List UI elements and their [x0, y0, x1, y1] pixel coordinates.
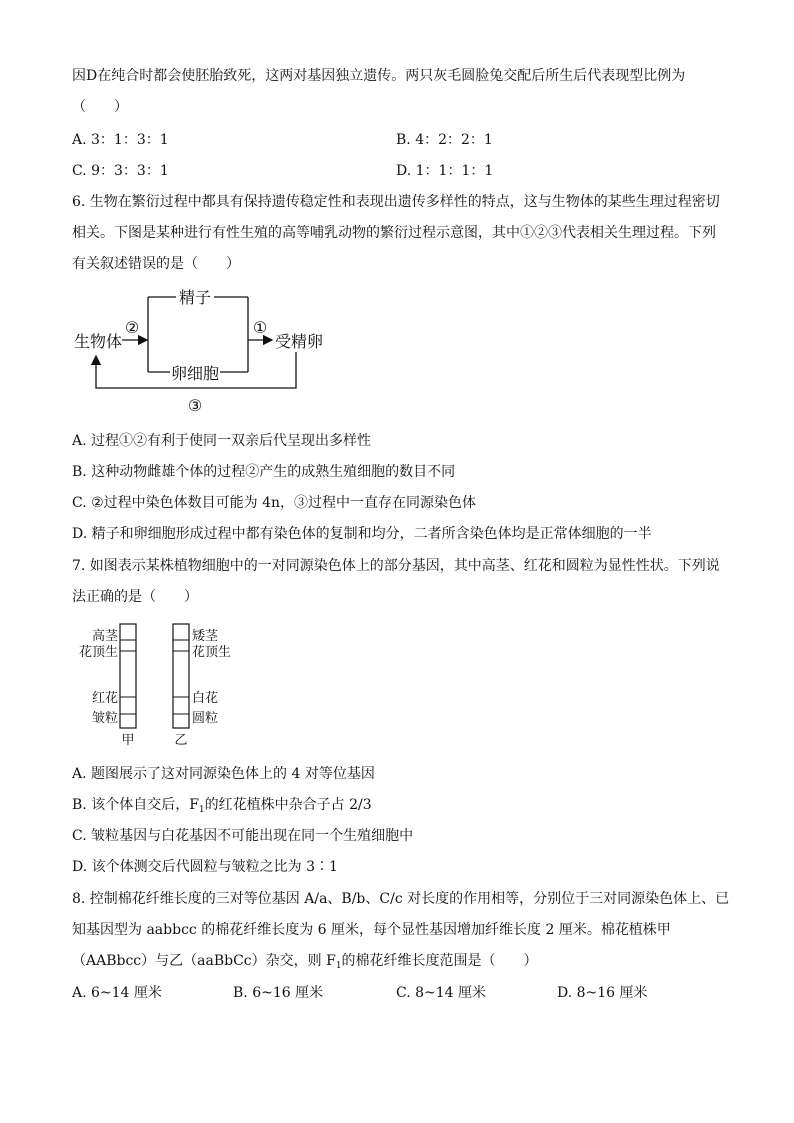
q7-option-b-pre: B. 该个体自交后，F — [72, 797, 199, 813]
q7-option-b[interactable] — [72, 795, 372, 815]
q6-stem-line-2: 相关。下图是某种进行有性生殖的高等哺乳动物的繁衍过程示意图，其中①②③代表相关生理过程。下列 — [72, 225, 716, 241]
q5-answer-bracket: （ ） — [72, 99, 128, 115]
q6-option-b[interactable]: B. 这种动物雌雄个体的过程②产生的成熟生殖细胞的数目不同 — [72, 464, 456, 480]
step-2-label: ② — [124, 318, 140, 337]
step-3-label: ③ — [187, 396, 203, 415]
q7-option-b-post: 的红花植株中杂合子占 2/3 — [204, 797, 372, 813]
gene-label-red-flower: 红花 — [91, 691, 118, 706]
step-1-label: ① — [252, 318, 268, 337]
q5-option-a[interactable]: A. 3：1：3：1 — [72, 132, 169, 148]
q5-stem-tail: 因D在纯合时都会使胚胎致死，这两对基因独立遗传。两只灰毛圆脸兔交配后所生后代表现型比例为 — [72, 68, 686, 84]
chromosome-jia-label: 甲 — [121, 733, 135, 748]
q6-stem-line-3: 有关叙述错误的是（ ） — [72, 256, 240, 272]
q8-option-b[interactable]: B. 6~16 厘米 — [233, 985, 324, 1001]
q8-option-d[interactable]: D. 8~16 厘米 — [557, 985, 648, 1001]
reproduction-cycle-diagram — [66, 286, 336, 418]
zygote-label: 受精卵 — [275, 332, 324, 351]
q7-stem-line-2: 法正确的是（ ） — [72, 589, 198, 605]
gene-label-white-flower: 白花 — [192, 691, 219, 706]
sperm-label: 精子 — [178, 288, 212, 307]
egg-label: 卵细胞 — [170, 364, 220, 383]
q7-stem-line-1: 7. 如图表示某株植物细胞中的一对同源染色体上的部分基因，其中高茎、红花和圆粒为显性性状。下列说 — [72, 558, 720, 574]
q7-option-d[interactable]: D. 该个体测交后代圆粒与皱粒之比为 3∶1 — [72, 859, 338, 875]
q6-option-a[interactable]: A. 过程①②有利于使同一双亲后代呈现出多样性 — [72, 433, 372, 449]
q5-option-d[interactable]: D. 1：1：1：1 — [396, 163, 494, 179]
q7-option-a[interactable]: A. 题图展示了这对同源染色体上的 4 对等位基因 — [72, 766, 375, 782]
q6-option-d[interactable]: D. 精子和卵细胞形成过程中都有染色体的复制和均分，二者所含染色体均是正常体细胞的一半 — [72, 526, 652, 542]
q6-option-c[interactable]: C. ②过程中染色体数目可能为 4n，③过程中一直存在同源染色体 — [72, 495, 477, 511]
q8-stem-line-3-post: 的棉花纤维长度范围是（ ） — [341, 953, 538, 969]
chromosome-pair-diagram — [70, 620, 250, 748]
organism-label: 生物体 — [74, 332, 123, 351]
q8-stem-line-2: 知基因型为 aabbcc 的棉花纤维长度为 6 厘米，每个显性基因增加纤维长度 2 厘米。棉花植株甲 — [72, 922, 671, 938]
gene-label-dwarf-stem: 矮茎 — [192, 629, 219, 644]
chromosome-yi-label: 乙 — [174, 733, 188, 748]
q8-option-c[interactable]: C. 8~14 厘米 — [396, 985, 487, 1001]
q7-option-b-sub: 1 — [198, 805, 205, 815]
q5-option-c[interactable]: C. 9：3：3：1 — [72, 163, 169, 179]
q8-stem-line-1: 8. 控制棉花纤维长度的三对等位基因 A/a、B/b、C/c 对长度的作用相等，分别位于三对同源染色体上、已 — [72, 891, 730, 907]
gene-label-terminal-flower-right: 花顶生 — [192, 645, 232, 660]
gene-label-tall-stem: 高茎 — [91, 629, 118, 644]
q8-stem-line-3-pre: （AABbcc）与乙（aaBbCc）杂交，则 F — [72, 953, 336, 969]
gene-label-terminal-flower-left: 花顶生 — [78, 645, 118, 660]
q5-option-b[interactable]: B. 4：2：2：1 — [396, 132, 493, 148]
gene-label-round-seed: 圆粒 — [192, 711, 219, 726]
gene-label-wrinkled-seed: 皱粒 — [91, 711, 118, 726]
q8-stem-line-3 — [72, 951, 732, 971]
q8-stem-line-3-sub: 1 — [335, 961, 342, 971]
q7-option-c[interactable]: C. 皱粒基因与白花基因不可能出现在同一个生殖细胞中 — [72, 828, 414, 844]
q6-stem-line-1: 6. 生物在繁衍过程中都具有保持遗传稳定性和表现出遗传多样性的特点，这与生物体的某些生理过程密切 — [72, 194, 720, 210]
q8-option-a[interactable]: A. 6~14 厘米 — [72, 985, 162, 1001]
